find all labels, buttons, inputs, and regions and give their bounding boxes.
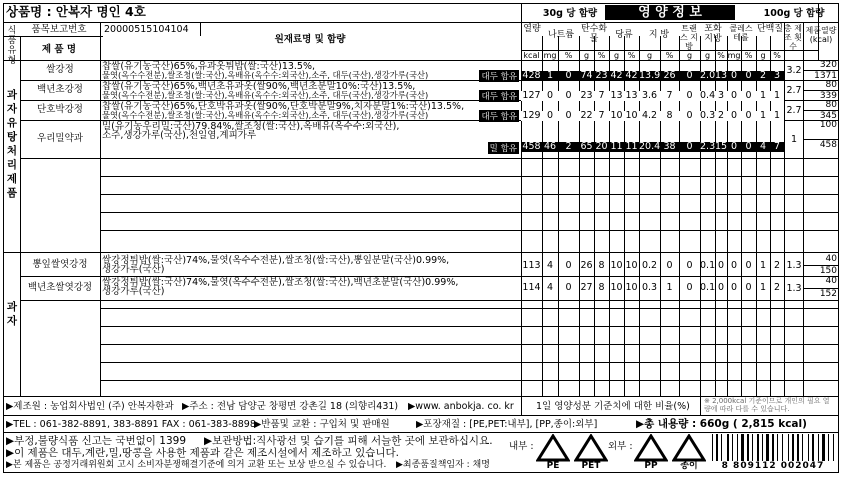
allergen-badge: 밀 함유 — [489, 144, 517, 154]
sodium-label: 나트륨 — [547, 30, 575, 40]
total-count-label: 총 제조 횟수 — [784, 24, 802, 51]
unit-label: g — [704, 51, 711, 60]
recycle-pe-icon: PE — [536, 434, 570, 472]
nutrient-value: 129 — [522, 110, 541, 121]
maker-info: ▶제조원 : 농업회사법인 (주) 안복자한과 — [6, 401, 174, 412]
report-no-label: 품목보고번호 — [31, 24, 87, 35]
nutrient-value: 10 — [610, 260, 623, 271]
unit-row — [521, 50, 784, 60]
group-hangwa: 과자 유탕처리 제품 — [6, 89, 18, 199]
nutrient-value: 0 — [686, 282, 693, 293]
nutrient-value: 13.9 — [639, 70, 661, 81]
per100-kcal-label: 제품열량 (kcal) — [805, 26, 837, 44]
return-info: ▶반품및 교환 : 구입처 및 판매원 — [254, 419, 390, 430]
product-name: 단호박강정 — [37, 104, 83, 115]
nutrient-value: 10 — [610, 282, 623, 293]
nutrient-value: 113 — [522, 260, 541, 271]
nutrient-value: 13 — [610, 90, 623, 101]
per100-value-a: 40 — [825, 254, 837, 264]
per100-value-a: 80 — [825, 100, 837, 110]
nutrient-value: 0 — [730, 282, 738, 293]
serving-count: 2.7 — [786, 105, 802, 116]
ingredients-line: 찹쌀(유기농국산)65%,단호박유과옷(쌀90%,단호박분말9%,치자분말1%:국산)13.5%, — [102, 101, 465, 112]
nutrient-value: 7 — [598, 90, 605, 101]
nutrient-value: 0 — [745, 110, 752, 121]
nutrient-value: 26 — [580, 260, 593, 271]
nutrient-value: 458 — [522, 141, 541, 152]
nutrient-value: 4 — [546, 260, 554, 271]
nutrient-value: 65 — [580, 141, 593, 152]
per100-value-a: 100 — [819, 120, 837, 130]
nutrient-value: 0 — [730, 141, 738, 152]
sugar-label: 당류 — [615, 30, 633, 40]
unit-label: % — [597, 51, 606, 60]
nutrient-value: 10 — [625, 260, 638, 271]
nutrient-value: 42 — [625, 70, 638, 81]
ingredients-line: 소주,생강가루(국산),천일염,계피가루 — [102, 130, 257, 141]
nutrient-value: 10 — [610, 110, 623, 121]
group-gwaja: 과자 — [6, 301, 18, 327]
compensation-info: ▶본 제품은 공정거래위원회 고시 소비자분쟁해결기준에 의거 교환 또는 보상 받으실 수 있습니다. — [6, 460, 387, 470]
nutrient-value: 3.6 — [641, 90, 658, 101]
nutrient-value: 11 — [625, 141, 638, 152]
unit-label: % — [627, 51, 636, 60]
nutrient-value: 4 — [759, 141, 767, 152]
nutrient-value: 2 — [717, 110, 725, 121]
nutrient-value: 7 — [666, 90, 673, 101]
nutrient-value: 3 — [773, 70, 781, 81]
cholesterol-label: 콜레스테롤 — [729, 24, 753, 42]
ingredients-line: 생강가루(국산) — [102, 286, 165, 297]
serving-count: 1 — [790, 134, 798, 145]
nutrient-value: 0 — [565, 110, 572, 121]
ingredients-line: 밀(유기농우리밀:국산)79.84%,쌀조청(쌀:국산),옥배유(옥수수:외국산), — [102, 121, 400, 132]
nutrient-value: 0 — [565, 70, 572, 81]
nutrient-value: 1 — [666, 282, 673, 293]
inspector-info: ▶최종품질책임자 : 채명 — [396, 460, 490, 470]
total-content: ▶총 내용량 : 660g ( 2,815 kcal) — [636, 418, 807, 430]
nutrient-value: 1 — [773, 110, 781, 121]
calorie-label: 열량 — [523, 24, 541, 34]
nutrient-value: 2 — [759, 70, 767, 81]
nutrient-value: 1 — [773, 90, 781, 101]
nutrient-value: 23 — [580, 90, 593, 101]
nutrient-value: 0 — [745, 141, 752, 152]
nutrient-value: 0 — [745, 70, 752, 81]
nutrient-value: 0.1 — [700, 282, 716, 293]
nutrient-value: 127 — [522, 90, 541, 101]
nutrient-value: 0 — [745, 282, 752, 293]
nutrient-value: 0 — [686, 260, 693, 271]
nutrient-value: 1 — [759, 110, 767, 121]
nutrient-value: 0 — [565, 260, 572, 271]
tel-info: ▶TEL : 061-382-8891, 383-8891 FAX : 061-383-8898 — [6, 419, 256, 430]
trans-fat-label: 트랜스 지방 — [680, 24, 698, 51]
ingredients-line: 찹쌀(유기농국산)65%,유과옷튀밥(쌀:국산)13.5%, — [102, 61, 316, 72]
nutrient-value: 0 — [730, 90, 738, 101]
serving-count: 2.7 — [786, 85, 802, 96]
nutrient-value: 10 — [625, 282, 638, 293]
nutrient-value: 7 — [598, 110, 605, 121]
nutrient-value: 4 — [546, 282, 554, 293]
product-name: 우리밀약과 — [37, 133, 83, 144]
sat-fat-label: 포화 지방 — [704, 24, 722, 44]
ingredients-label: 원재료명 및 함량 — [274, 34, 346, 45]
nutrient-value: 0 — [730, 260, 738, 271]
allergen-badge: 대두 함유 — [481, 92, 517, 102]
recycle-paper-icon: 종이 — [672, 434, 706, 472]
nutrient-value: 8 — [598, 260, 605, 271]
nutrient-value: 0 — [745, 90, 752, 101]
nutrient-value: 74 — [580, 70, 593, 81]
per100-value-b: 150 — [819, 266, 837, 276]
barcode-icon — [712, 434, 836, 461]
nutrient-value: 0 — [546, 90, 554, 101]
nutrient-value: 20 — [595, 141, 608, 152]
nutrient-value: 0 — [717, 260, 725, 271]
nutrient-value: 46 — [543, 141, 557, 152]
allergy-info: ▶이 제품은 대두,계란,밀,땅콩을 사용한 제품과 같은 제조시설에서 제조하고 있습니다. — [6, 447, 399, 459]
nutrient-value: 8 — [598, 282, 605, 293]
nutrient-value: 0.2 — [641, 260, 658, 271]
unit-label: g — [686, 51, 693, 60]
nutrient-value: 0 — [546, 110, 554, 121]
serving-count: 1.3 — [786, 283, 802, 294]
ingredients-line: 쌀강정튀밥(쌀:국산)74%,물엿(옥수수전분),쌀조청(쌀:국산),뽕잎분말(국산)0.99%, — [102, 255, 450, 266]
nutrient-value: 0 — [565, 90, 572, 101]
unit-label: mg — [543, 51, 557, 60]
nutrient-value: 0 — [686, 90, 693, 101]
per30g-label: 30g 당 함량 — [542, 8, 598, 19]
nutrient-value: 8 — [666, 110, 673, 121]
nutrient-value: 2 — [773, 282, 781, 293]
nutrient-value: 20.4 — [639, 141, 661, 152]
recycle-pet-icon: PET — [574, 434, 608, 472]
nutrient-value: 0.1 — [700, 260, 716, 271]
per100-value-a: 80 — [825, 80, 837, 90]
per100-value-b: 339 — [819, 91, 837, 101]
outer-label: 외부 : — [608, 441, 633, 452]
protein-label: 단백질 — [756, 24, 784, 34]
unit-label: g — [646, 51, 653, 60]
report-no: 20000515104104 — [104, 24, 189, 35]
unit-label: g — [583, 51, 590, 60]
packaging-info: ▶포장재질 : [PE,PET:내부], [PP,종이:외부] — [416, 419, 598, 430]
ingredients-line: 쌀강정튀밥(쌀:국산)74%,물엿(옥수수전분),쌀조청(쌀:국산),백년초분말(국산)0.99%, — [102, 277, 459, 288]
nutrient-value: 38 — [663, 141, 676, 152]
per100-value-a: 320 — [819, 60, 837, 70]
nutrient-value: 26 — [663, 70, 676, 81]
nutrient-value: 13 — [625, 90, 638, 101]
food-type-label: 식품 유형 — [7, 26, 17, 66]
daily-value-note: 1일 영양성분 기준치에 대한 비율(%) — [536, 401, 690, 412]
nutrient-value: 1 — [759, 282, 767, 293]
ingredients-line: 생강가루(국산) — [102, 264, 165, 275]
nutrient-value: 4.2 — [641, 110, 658, 121]
nutrient-value: 0 — [730, 70, 738, 81]
serving-count: 3.2 — [786, 65, 802, 76]
nutrient-value: 2 — [773, 260, 781, 271]
ingredients-line: 물엿(옥수수전분),쌀조청(쌀:국산),옥배유(옥수수:외국산),소주, 대두(국산),생강가루(국산) — [102, 90, 429, 100]
unit-label: kcal — [523, 51, 540, 60]
barcode-number: 8 809112 002047 — [721, 461, 825, 471]
website-link[interactable]: ▶www. anbokja. co. kr — [408, 401, 514, 412]
nutrition-title: 영 양 정 보 — [605, 5, 735, 20]
product-name: 쌀강정 — [46, 64, 74, 75]
nutrient-value: 428 — [522, 70, 541, 81]
nutrient-value: 0.4 — [700, 90, 716, 101]
per100-value-b: 152 — [819, 289, 837, 299]
carb-label: 탄수화물 — [580, 24, 608, 44]
unit-label: % — [717, 51, 725, 60]
ingredients-line: 물엿(옥수수전분),쌀조청(쌀:국산),옥배유(옥수수:외국산),소주, 대두(국산),생강가루(국산) — [102, 70, 429, 80]
report-info: ▶부정,불량식품 신고는 국번없이 1399 — [6, 435, 187, 447]
nutrient-value: 0 — [730, 110, 738, 121]
unit-label: mg — [727, 51, 741, 60]
nutrient-value: 1 — [759, 90, 767, 101]
nutrient-value: 114 — [522, 282, 541, 293]
product-title: 상품명 : 안복자 명인 4호 — [6, 4, 146, 19]
nutrient-value: 0 — [666, 260, 673, 271]
nutrient-value: 0 — [745, 260, 752, 271]
per100-value-a: 40 — [825, 276, 837, 286]
ingredients-line: 물엿(옥수수전분),쌀조청(쌀:국산),옥배유(옥수수:외국산),소주, 대두(국산),생강가루(국산) — [102, 110, 429, 120]
nutrient-value: 2.3 — [700, 141, 716, 152]
serving-count: 1.3 — [786, 260, 802, 271]
daily-value-note2: ※ 2,000kcal 기준이므로 개인의 필요 열량에 따라 다를 수 있습니다. — [704, 397, 830, 413]
nutrient-value: 0.3 — [700, 110, 716, 121]
unit-label: % — [744, 51, 753, 60]
allergen-badge: 대두 함유 — [481, 112, 517, 122]
unit-label: % — [564, 51, 573, 60]
unit-label: g — [613, 51, 620, 60]
product-name: 백년초강정 — [37, 84, 83, 95]
nutrient-value: 27 — [580, 282, 593, 293]
nutrient-value: 13 — [715, 70, 728, 81]
fat-label: 지 방 — [648, 30, 670, 40]
per100g-label: 100g 당 함량 — [763, 8, 825, 19]
nutrient-value: 2 — [565, 141, 572, 152]
product-name-label: 제 품 명 — [41, 44, 77, 55]
inner-label: 내부 : — [509, 441, 534, 452]
unit-label: % — [665, 51, 674, 60]
storage-info: ▶보관방법:직사광선 및 습기를 피해 서늘한 곳에 보관하십시요. — [204, 435, 493, 447]
nutrient-value: 1 — [759, 260, 767, 271]
nutrient-value: 0 — [717, 282, 725, 293]
nutrient-value: 10 — [625, 110, 638, 121]
nutrient-value: 42 — [610, 70, 623, 81]
nutrient-value: 23 — [595, 70, 608, 81]
unit-label: % — [773, 51, 781, 60]
recycle-pp-icon: PP — [634, 434, 668, 472]
nutrient-value: 22 — [580, 110, 593, 121]
unit-label: g — [760, 51, 766, 60]
allergen-badge: 대두 함유 — [481, 72, 517, 82]
product-name: 뽕잎쌀엿강정 — [32, 259, 88, 270]
nutrient-value: 7 — [773, 141, 781, 152]
per100-value-b: 458 — [819, 140, 837, 150]
nutrient-value: 0.3 — [641, 282, 658, 293]
per100-value-b: 1371 — [814, 71, 837, 81]
product-name: 백년초쌀엿강정 — [27, 282, 93, 293]
nutrient-value: 2.0 — [700, 70, 716, 81]
address-info: ▶주소 : 전남 담양군 창평면 강촌길 18 (의향리431) — [182, 401, 399, 412]
nutrient-value: 3 — [717, 90, 725, 101]
nutrient-value: 0 — [686, 141, 693, 152]
ingredients-line: 찹쌀(유기농국산)65%,백년초유과옷(쌀90%,백년초분말10%:국산)13.5%, — [102, 81, 416, 92]
nutrient-value: 0 — [565, 282, 572, 293]
nutrient-value: 0 — [686, 70, 693, 81]
nutrient-value: 1 — [546, 70, 554, 81]
nutrient-value: 15 — [715, 141, 728, 152]
per100-value-b: 345 — [819, 111, 837, 121]
nutrient-value: 11 — [610, 141, 623, 152]
nutrient-value: 0 — [686, 110, 693, 121]
